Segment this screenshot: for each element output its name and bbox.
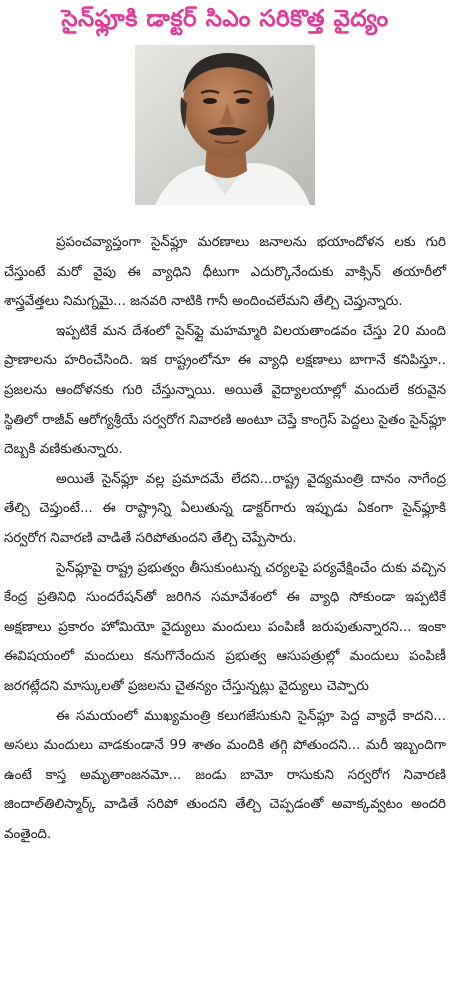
article-body [4, 228, 446, 849]
article-paragraph: సైన్‌ఫ్లూపై రాష్ట్ర ప్రభుత్వం తీసుకుంటున్న చర్యలపై పర్యవేక్షించేం దుకు వచ్చిన కేంద్ర ప్రతినిధి సుందరేషన్‌తో జరిగిన సమావేశంలో ఈ వ్యాధి సోకుండా ఇప్పటికే అక్షణాలు ప్రకారం హోమియో వైద్యులు మందులు పంపిణీ జరుపుతున్నారని... ఇంకా ఈవిషయంలో మందులు కనుగొనేందున ప్రభుత్వ ఆసుపత్రుల్లో మందులు పంపిణీ జరగట్లేదని మాస్కులతో ప్రజలను చైతన్యం చేస్తున్నట్లు వైద్యులు చెప్పారు [4, 560, 446, 694]
article-paragraph: ఈ సమయంలో ముఖ్యమంత్రి కలుగజేసుకుని సైన్‌ఫ్లూ పెద్ద వ్యాధే కాదని... అసలు మందులు వాడకుండానే 99 శాతం మందికి తగ్గి పోతుందని... మరీ ఇబ్బందిగా ఉంటే కాస్త అమృతాంజనమో... జండు బామో రాసుకుని సర్వరోగ నివారణి జిందాల్‌తిలిస్మార్క్ వాడితే సరిపో తుందని తేల్చి చెప్పడంతో అవాక్కవ్వటం అందరి వంతైంది. [4, 708, 446, 842]
article-paragraph: ప్రపంచవ్యాప్తంగా సైన్‌ఫ్లూ మరణాలు జనాలను భయాందోళన లకు గురి చేస్తుంటే మరో వైపు ఈ వ్యాధిని ధీటుగా ఎదుర్కొనేందుకు వాక్సిన్ తయారీలో శాస్త్రవేత్తలు నిమగ్నమై... జనవరి నాటికి గానీ అందించలేమని తేల్చి చెప్తున్నారు. [4, 235, 446, 310]
portrait-photo [135, 45, 315, 205]
portrait-image [135, 45, 315, 205]
headline: సైన్‌ఫ్లూకి డాక్టర్ సిఎం సరికొత్త వైద్యం [61, 6, 389, 32]
article-paragraph: ఇప్పటికే మన దేశంలో సైన్‌ఫ్లై మహమ్మారి విలయతాండవం చేస్తు 20 మంది ప్రాణాలను హరించేసింది. ఇక రాష్ట్రంలోనూ ఈ వ్యాధి లక్షణాలు బాగానే కనిపిస్తూ.. ప్రజలను ఆందోళనకు గురి చేస్తున్నాయి. అయితే వైద్యాలయాల్లో మందులే కరువైన స్థితిలో రాజీవ్ ఆరోగ్యశ్రీయే సర్వరోగ నివారణి అంటూ చెప్తే కాంగ్రెస్ పెద్దలు సైతం సైన్‌ఫ్లూ దెబ్బకి వణికుతున్నారు. [4, 323, 446, 458]
article-paragraph: అయితే సైన్‌ఫ్లూ వల్ల ప్రమాదమే లేదని...రాష్ట్ర వైద్యమంత్రి దానం నాగేంద్ర తేల్చి చెప్తుంటే... ఈ రాష్ట్రాన్ని ఏలుతున్న డాక్టర్‌గారు ఇప్పుడు ఏకంగా సైన్‌ఫ్లూకి సర్వరోగ నివారణి వాడితే సరిపోతుందని తేల్చి చెప్పేసారు. [4, 471, 446, 546]
